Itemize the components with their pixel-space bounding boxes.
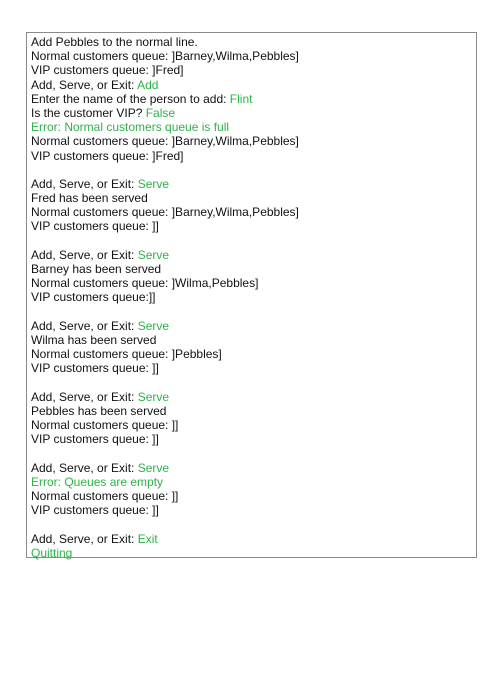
console-line bbox=[31, 418, 476, 432]
console-text: Normal customers queue: ]Pebbles] bbox=[31, 347, 222, 362]
console-text: Add, Serve, or Exit: bbox=[31, 176, 138, 191]
console-text: Enter the name of the person to add: bbox=[31, 91, 230, 106]
console-input-text: False bbox=[145, 105, 176, 120]
console-text: Normal customers queue: ]Barney,Wilma,Pebbles] bbox=[31, 49, 299, 64]
console-line bbox=[31, 106, 476, 120]
console-text: Normal customers queue: ]Barney,Wilma,Pebbles] bbox=[31, 134, 299, 149]
console-input-text: Serve bbox=[137, 176, 170, 191]
console-line bbox=[31, 63, 476, 77]
console-line bbox=[31, 134, 476, 148]
console-input-text: Serve bbox=[137, 460, 170, 475]
console-text: Add, Serve, or Exit: bbox=[31, 389, 138, 404]
console-line bbox=[31, 404, 476, 418]
blank-line bbox=[31, 305, 476, 319]
console-text: Add Pebbles to the normal line. bbox=[31, 35, 198, 49]
console-line bbox=[31, 78, 476, 92]
console-text: Add, Serve, or Exit: bbox=[31, 318, 138, 333]
console-text: Add, Serve, or Exit: bbox=[31, 247, 138, 262]
console-text: Add, Serve, or Exit: bbox=[31, 77, 138, 92]
console-line bbox=[31, 532, 476, 546]
console-line bbox=[31, 347, 476, 361]
console-line bbox=[31, 432, 476, 446]
console-input-text: Serve bbox=[137, 247, 170, 262]
console-text: Pebbles has been served bbox=[31, 403, 167, 418]
blank-line bbox=[31, 517, 476, 531]
console-text: VIP customers queue:]] bbox=[31, 290, 156, 305]
console-input-text: Serve bbox=[137, 389, 170, 404]
console-line bbox=[31, 276, 476, 290]
console-line bbox=[31, 120, 476, 134]
console-text: Normal customers queue: ]] bbox=[31, 489, 179, 503]
console-input-text: Add bbox=[137, 77, 159, 92]
console-text: Add, Serve, or Exit: bbox=[31, 460, 138, 475]
blank-line bbox=[31, 163, 476, 177]
console-line bbox=[31, 49, 476, 63]
console-line bbox=[31, 503, 476, 517]
blank-line bbox=[31, 446, 476, 460]
console-text: Normal customers queue: ]Barney,Wilma,Pebbles] bbox=[31, 205, 299, 220]
console-line bbox=[31, 319, 476, 333]
console-input-text: Serve bbox=[137, 318, 170, 333]
console-line bbox=[31, 219, 476, 233]
console-line bbox=[31, 92, 476, 106]
console-line bbox=[31, 461, 476, 475]
console-text: VIP customers queue: ]Fred] bbox=[31, 148, 184, 163]
console-line bbox=[31, 35, 476, 49]
console-input-text: Exit bbox=[137, 531, 158, 546]
console-text: VIP customers queue: ]] bbox=[31, 432, 159, 447]
console-text: Fred has been served bbox=[31, 191, 148, 206]
console-text: VIP customers queue: ]] bbox=[31, 361, 159, 376]
console-line bbox=[31, 546, 476, 560]
blank-line bbox=[31, 376, 476, 390]
console-line bbox=[31, 191, 476, 205]
console-input-text: Flint bbox=[229, 91, 253, 106]
console-line bbox=[31, 390, 476, 404]
console-text: VIP customers queue: ]] bbox=[31, 503, 159, 518]
console-text: Normal customers queue: ]Wilma,Pebbles] bbox=[31, 276, 259, 291]
console-line bbox=[31, 205, 476, 219]
console-output-box bbox=[26, 32, 477, 558]
console-line bbox=[31, 361, 476, 375]
console-text: Is the customer VIP? bbox=[31, 105, 146, 120]
console-line bbox=[31, 248, 476, 262]
console-input-text: Quitting bbox=[31, 545, 73, 560]
console-text: VIP customers queue: ]Fred] bbox=[31, 63, 184, 78]
console-line bbox=[31, 290, 476, 304]
blank-line bbox=[31, 234, 476, 248]
console-line bbox=[31, 489, 476, 503]
console-input-text: Error: Queues are empty bbox=[31, 474, 164, 489]
console-text: Barney has been served bbox=[31, 262, 162, 276]
console-input-text: Error: Normal customers queue is full bbox=[31, 120, 230, 135]
console-line bbox=[31, 475, 476, 489]
console-line bbox=[31, 262, 476, 276]
console-line bbox=[31, 177, 476, 191]
console-line bbox=[31, 149, 476, 163]
console-text: Wilma has been served bbox=[31, 332, 157, 347]
console-text: VIP customers queue: ]] bbox=[31, 219, 159, 234]
console-line bbox=[31, 333, 476, 347]
console-text: Normal customers queue: ]] bbox=[31, 418, 179, 433]
console-text: Add, Serve, or Exit: bbox=[31, 531, 138, 546]
